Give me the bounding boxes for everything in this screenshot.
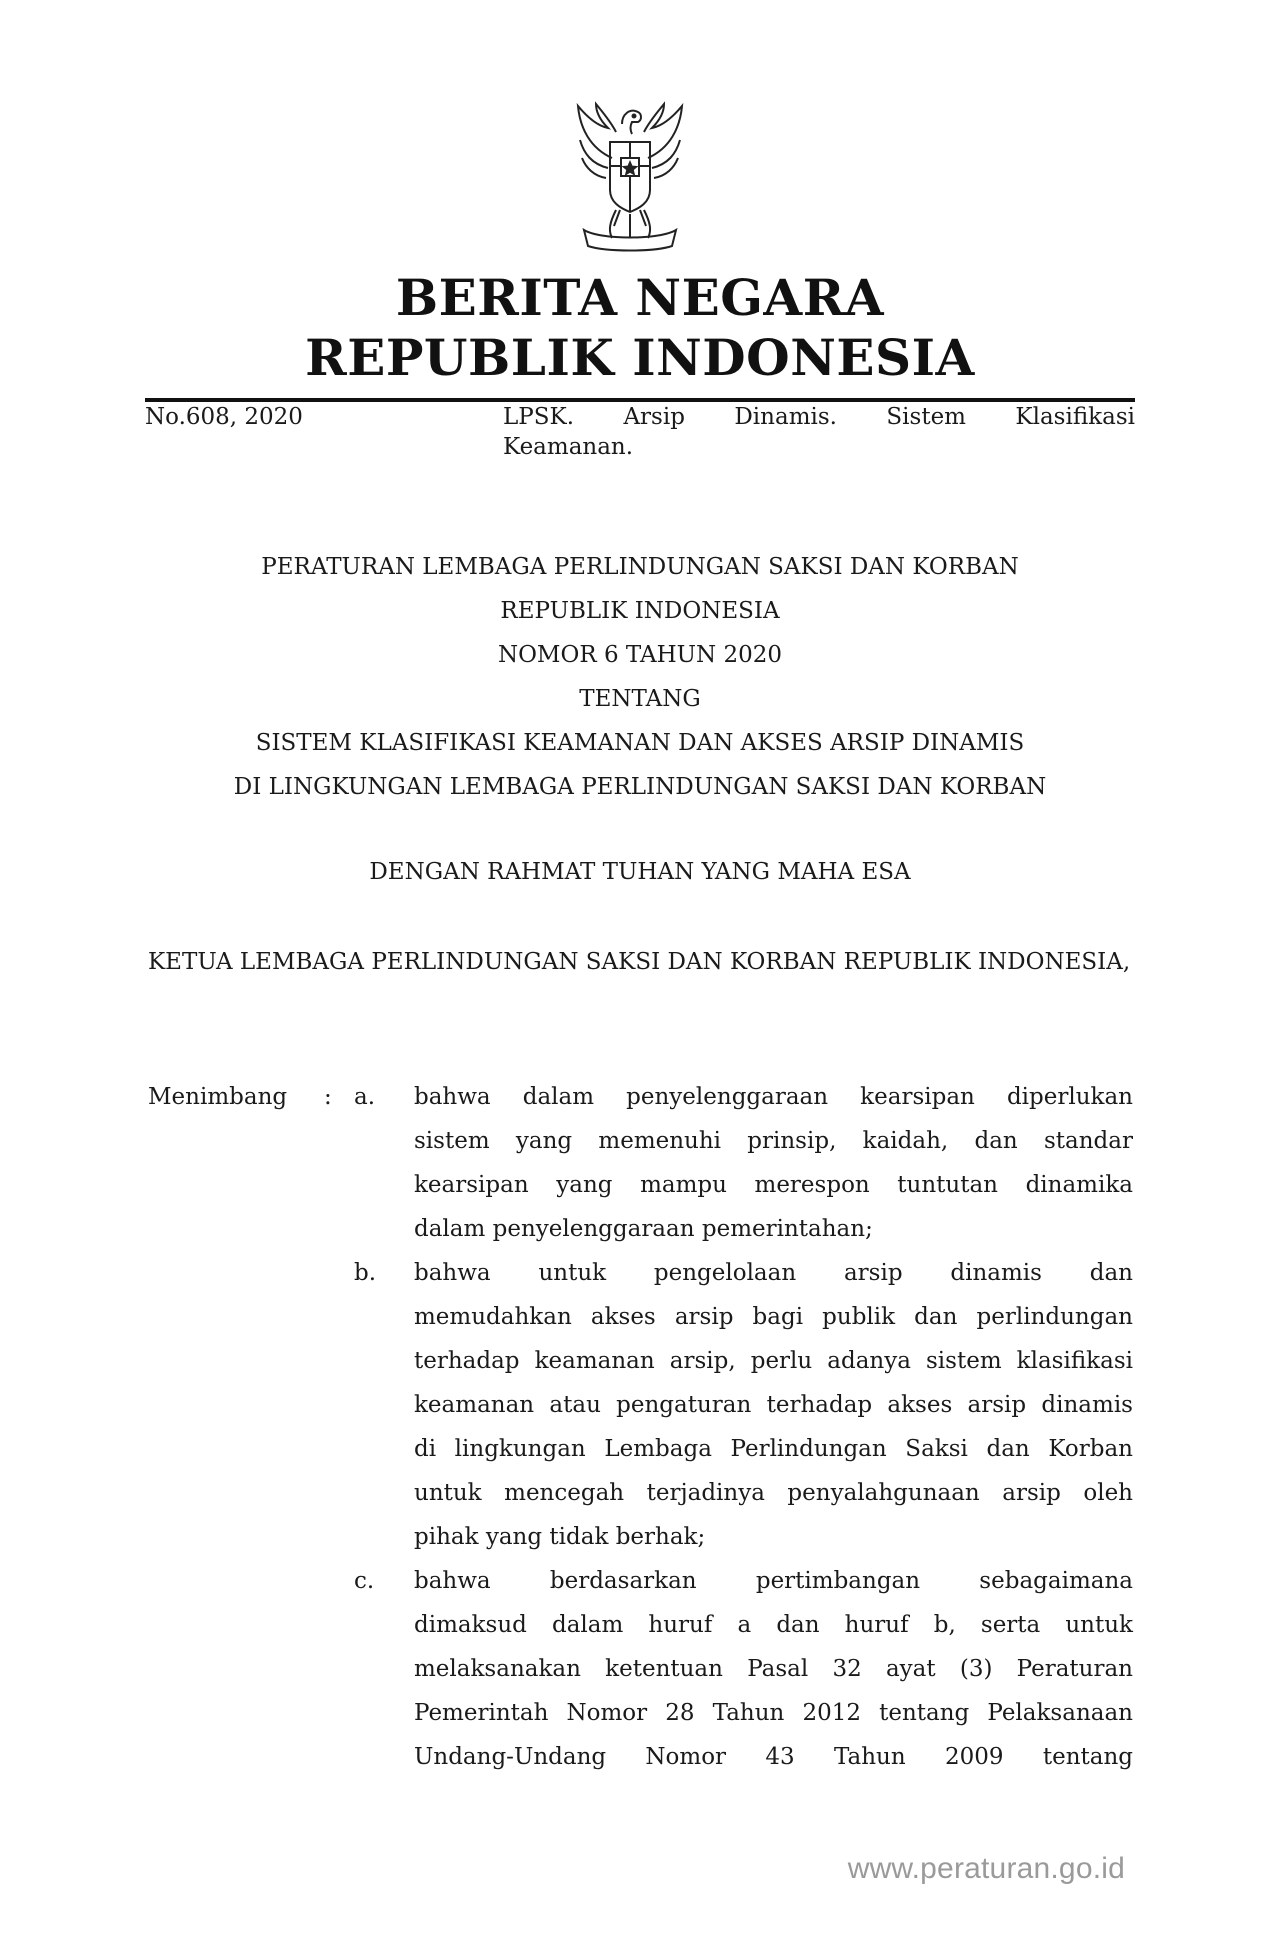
- item-line: untuk mencegah terjadinya penyalahgunaan arsip oleh: [414, 1480, 1133, 1506]
- item-line: Pemerintah Nomor 28 Tahun 2012 tentang Pelaksanaan: [414, 1700, 1133, 1726]
- item-line: sistem yang memenuhi prinsip, kaidah, dan standar: [414, 1128, 1133, 1154]
- item-line: kearsipan yang mampu merespon tuntutan dinamika: [414, 1172, 1133, 1198]
- item-line: di lingkungan Lembaga Perlindungan Saksi dan Korban: [414, 1436, 1133, 1462]
- item-line: pihak yang tidak berhak;: [414, 1524, 706, 1550]
- item-line: melaksanakan ketentuan Pasal 32 ayat (3) Peraturan: [414, 1656, 1133, 1682]
- item-text: [414, 1559, 1133, 1779]
- item-line: bahwa berdasarkan pertimbangan sebagaimana: [414, 1568, 1133, 1594]
- masthead: [145, 268, 1135, 388]
- item-line: keamanan atau pengaturan terhadap akses arsip dinamis: [414, 1392, 1133, 1418]
- item-line: dalam penyelenggaraan pemerintahan;: [414, 1216, 873, 1242]
- masthead-title-line1: BERITA NEGARA: [395, 268, 885, 327]
- considering-label: Menimbang: [148, 1084, 288, 1110]
- masthead-title-line2: REPUBLIK INDONESIA: [305, 328, 975, 387]
- item-letter: b.: [354, 1260, 377, 1286]
- item-line: bahwa dalam penyelenggaraan kearsipan diperlukan: [414, 1084, 1133, 1110]
- item-line: memudahkan akses arsip bagi publik dan perlindungan: [414, 1304, 1133, 1330]
- item-line: bahwa untuk pengelolaan arsip dinamis dan: [414, 1260, 1133, 1286]
- subject-line-1: LPSK. Arsip Dinamis. Sistem Klasifikasi: [503, 404, 1135, 430]
- item-line: terhadap keamanan arsip, perlu adanya sistem klasifikasi: [414, 1348, 1133, 1374]
- item-line: dimaksud dalam huruf a dan huruf b, serta untuk: [414, 1612, 1133, 1638]
- regulation-title: [145, 545, 1135, 809]
- title-line: DI LINGKUNGAN LEMBAGA PERLINDUNGAN SAKSI DAN KORBAN: [233, 774, 1047, 800]
- title-line: SISTEM KLASIFIKASI KEAMANAN DAN AKSES ARSIP DINAMIS: [255, 730, 1025, 756]
- title-line: TENTANG: [579, 686, 701, 712]
- chair-line: KETUA LEMBAGA PERLINDUNGAN SAKSI DAN KORBAN REPUBLIK INDONESIA,: [148, 949, 1131, 975]
- title-line: NOMOR 6 TAHUN 2020: [497, 642, 783, 668]
- item-letter: a.: [354, 1084, 376, 1110]
- publication-subject: [503, 402, 1135, 462]
- subject-line-2: Keamanan.: [503, 434, 634, 460]
- garuda-emblem-icon: [550, 98, 710, 258]
- title-line: PERATURAN LEMBAGA PERLINDUNGAN SAKSI DAN KORBAN: [261, 554, 1019, 580]
- item-line: Undang-Undang Nomor 43 Tahun 2009 tentang: [414, 1744, 1133, 1770]
- item-letter: c.: [354, 1568, 375, 1594]
- publication-number: No.608, 2020: [145, 404, 303, 430]
- item-text: [414, 1075, 1133, 1251]
- considering-colon: :: [324, 1084, 332, 1110]
- blessing-line: DENGAN RAHMAT TUHAN YANG MAHA ESA: [369, 859, 911, 885]
- item-text: [414, 1251, 1133, 1559]
- source-watermark: www.peraturan.go.id: [847, 1852, 1125, 1885]
- title-line: REPUBLIK INDONESIA: [500, 598, 780, 624]
